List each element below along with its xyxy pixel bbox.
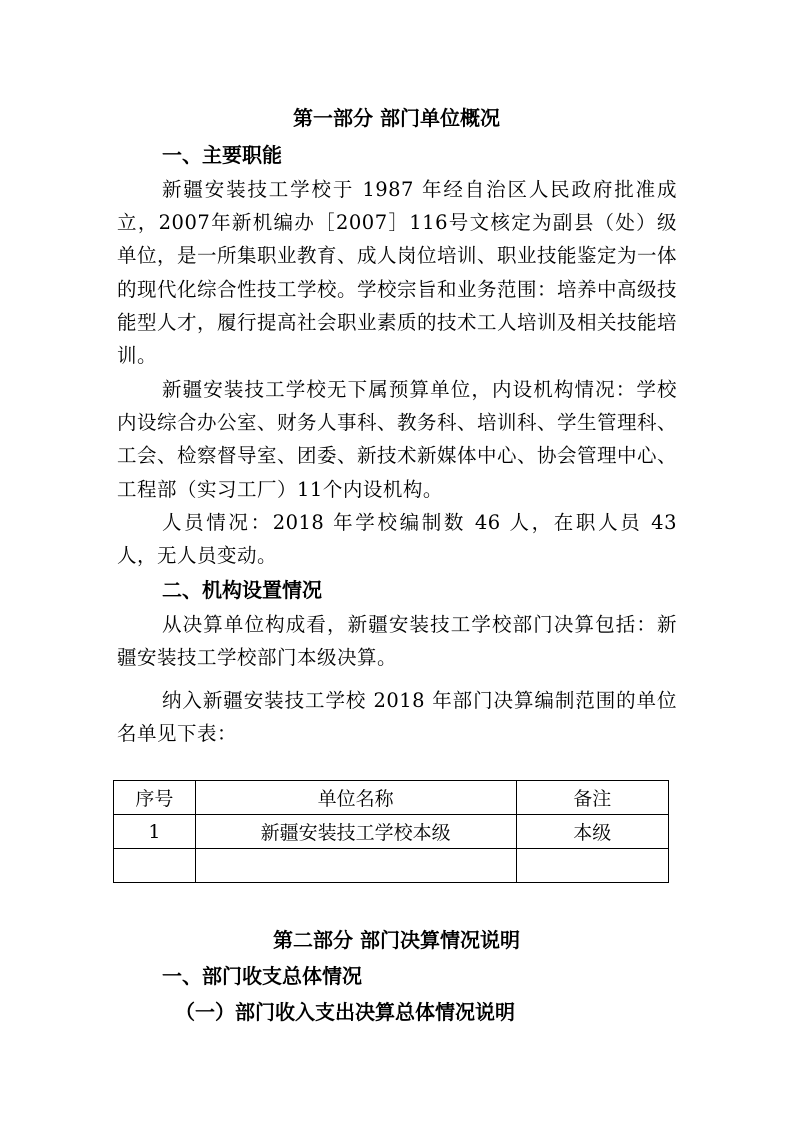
table-cell xyxy=(516,849,668,883)
table-cell: 本级 xyxy=(516,815,668,849)
units-table xyxy=(113,780,669,883)
table-cell xyxy=(195,849,516,883)
section1-paragraph-2: 新疆安装技工学校无下属预算单位，内设机构情况：学校内设综合办公室、财务人事科、教务科、培训科、学生管理科、工会、检察督导室、团委、新技术新媒体中心、协会管理中心、工程部（实习工厂）11个内设机构。 xyxy=(117,378,678,501)
table-row xyxy=(114,849,669,883)
table-cell xyxy=(114,849,196,883)
table-header-cell: 备注 xyxy=(516,781,668,815)
table-cell: 1 xyxy=(114,815,196,849)
section2-paragraph-1: 从决算单位构成看，新疆安装技工学校部门决算包括：新疆安装技工学校部门本级决算。 xyxy=(117,613,677,670)
table-row xyxy=(114,815,669,849)
section1-paragraph-3: 人员情况：2018 年学校编制数 46 人，在职人员 43 人，无人员变动。 xyxy=(117,511,677,568)
section2-heading: 二、机构设置情况 xyxy=(162,578,322,602)
section1-heading: 一、主要职能 xyxy=(162,143,282,167)
table-header-cell: 序号 xyxy=(114,781,196,815)
table-header-cell: 单位名称 xyxy=(195,781,516,815)
part2-title: 第二部分 部门决算情况说明 xyxy=(273,928,520,952)
part1-title: 第一部分 部门单位概况 xyxy=(293,106,500,130)
section1-paragraph-1: 新疆安装技工学校于 1987 年经自治区人民政府批准成立，2007年新机编办［2007］116号文核定为副县（处）级单位，是一所集职业教育、成人岗位培训、职业技能鉴定为一体的现代化综合性技工学校。学校宗旨和业务范围：培养中高级技能型人才，履行提高社会职业素质的技术工人培训及相关技能培训。 xyxy=(117,178,678,368)
table-header-row xyxy=(114,781,669,815)
part2-subheading: （一）部门收入支出决算总体情况说明 xyxy=(175,1000,515,1024)
section2-paragraph-2: 纳入新疆安装技工学校 2018 年部门决算编制范围的单位名单见下表： xyxy=(117,689,677,746)
table-cell: 新疆安装技工学校本级 xyxy=(195,815,516,849)
part2-heading: 一、部门收支总体情况 xyxy=(162,964,362,988)
